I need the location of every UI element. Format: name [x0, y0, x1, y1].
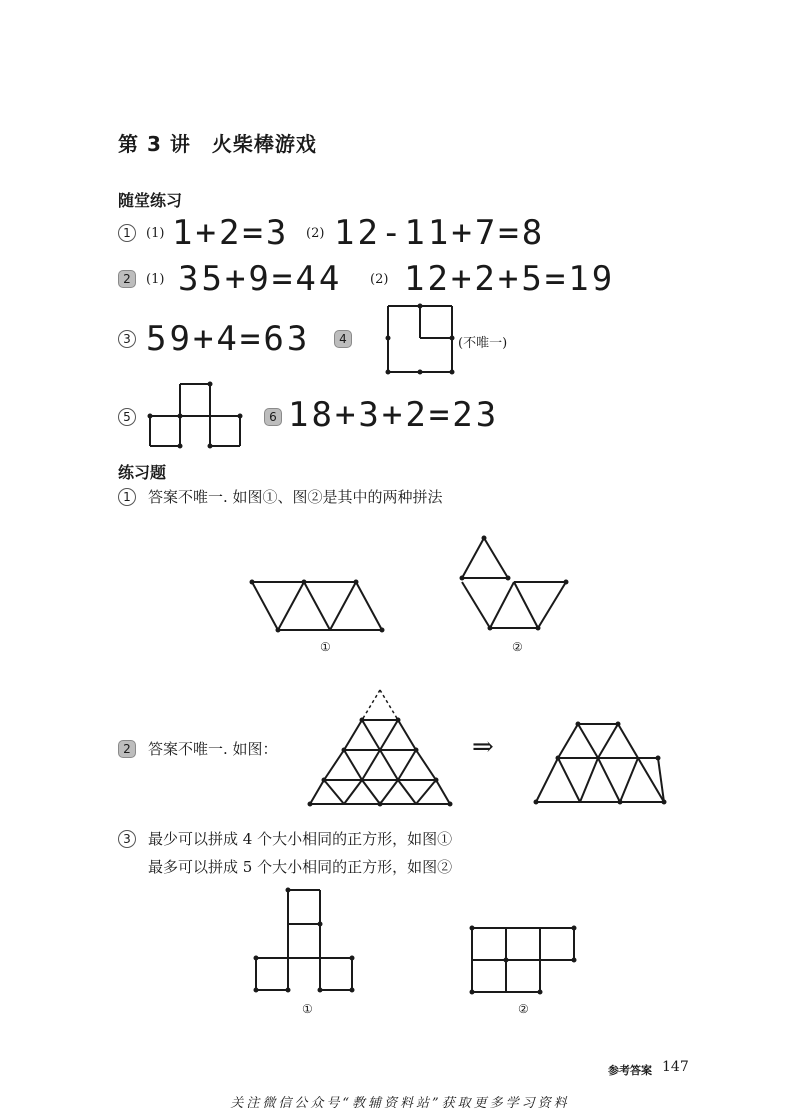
part-label: (2) [370, 272, 389, 287]
problem-marker: 2 [118, 740, 136, 758]
triangle-figure-1 [244, 574, 394, 636]
problem-marker: 6 [264, 408, 282, 426]
note-not-unique: (不唯一) [458, 336, 508, 351]
triangle-figure-2 [456, 532, 576, 634]
problem-marker: 3 [118, 330, 136, 348]
problem-marker: 2 [118, 270, 136, 288]
footer-section-label: 参考答案 [608, 1064, 652, 1077]
square-figure-2 [466, 922, 584, 998]
section-exercises: 练习题 [118, 463, 167, 482]
matchstick-equation: 12-11+7=8 [334, 213, 546, 253]
triangle-figure-after [530, 718, 670, 810]
exercise-2-text: 答案不唯一. 如图： [148, 740, 278, 758]
figure-label: ② [512, 640, 523, 654]
part-label: (1) [146, 226, 165, 241]
exercise-1-text: 答案不唯一. 如图①、图②是其中的两种拼法 [148, 488, 443, 506]
watermark-banner: 关注微信公众号“教辅资料站”获取更多学习资料 [230, 1096, 570, 1111]
matchstick-equation: 12+2+5=19 [404, 259, 616, 299]
triangle-figure-before [310, 684, 460, 810]
figure-label: ① [320, 640, 331, 654]
problem-marker: 1 [118, 224, 136, 242]
transform-arrow: ⇒ [472, 732, 494, 762]
figure-label: ② [518, 1002, 529, 1016]
matchstick-equation: 59+4=63 [146, 319, 311, 359]
page-number: 147 [662, 1059, 689, 1075]
problem-marker: 1 [118, 488, 136, 506]
problem-marker: 4 [334, 330, 352, 348]
section-class-practice: 随堂练习 [118, 191, 183, 210]
problem-marker: 3 [118, 830, 136, 848]
matchstick-equation: 35+9=44 [178, 259, 343, 299]
exercise-3-line-2: 最多可以拼成 5 个大小相同的正方形，如图② [148, 858, 453, 876]
matchstick-equation: 18+3+2=23 [288, 395, 500, 435]
part-label: (2) [306, 226, 325, 241]
square-figure-1 [250, 884, 360, 996]
problem-marker: 5 [118, 408, 136, 426]
matchstick-figure-p5 [144, 376, 254, 456]
matchstick-equation: 1+2=3 [172, 213, 290, 253]
part-label: (1) [146, 272, 165, 287]
page-title: 第 3 讲 火柴棒游戏 [118, 132, 317, 156]
figure-label: ① [302, 1002, 313, 1016]
matchstick-figure-p4 [378, 300, 458, 380]
exercise-3-line-1: 最少可以拼成 4 个大小相同的正方形，如图① [148, 830, 453, 848]
